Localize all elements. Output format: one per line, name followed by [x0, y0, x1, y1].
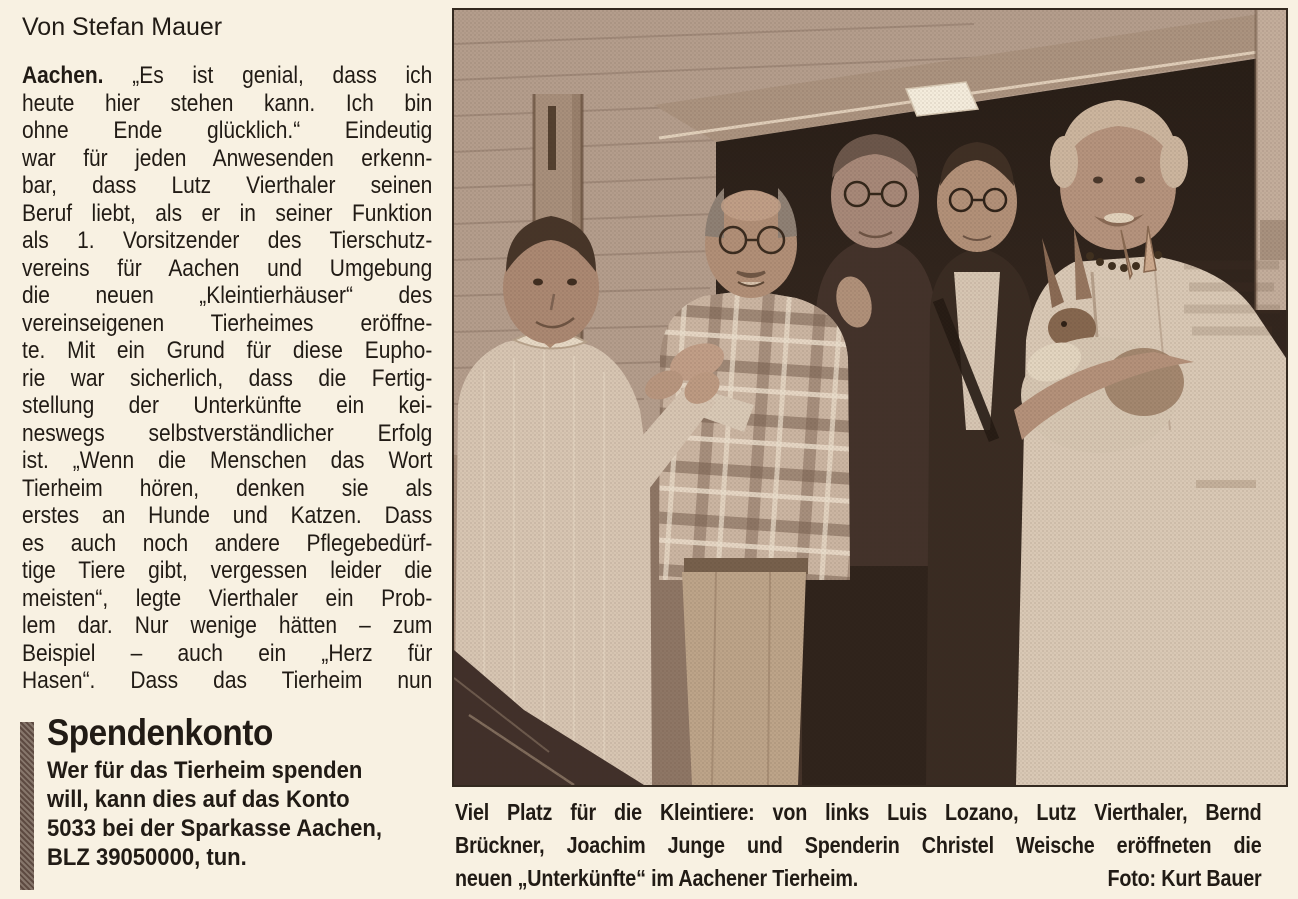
text-line: Aachen. „Es ist genial, dass ich	[22, 62, 433, 89]
text-line: vereins für Aachen und Umgebung	[22, 254, 433, 282]
text-line: lem dar. Nur wenige hätten – zum	[22, 612, 433, 639]
text-line: Wer für das Tierheim spenden	[47, 757, 363, 784]
text-line: meisten“, legte Vierthaler ein Prob-	[22, 584, 433, 612]
caption-last-line	[455, 862, 1262, 895]
text-line: es auch noch andere Pflegebedürf-	[22, 529, 433, 557]
text-line: Beispiel – auch ein „Herz für	[22, 639, 433, 667]
caption-line: Brückner, Joachim Junge und Spenderin Christel Weische eröffneten die	[455, 832, 1262, 858]
infobox-body	[47, 756, 425, 872]
text-line: war für jeden Anwesenden erkenn-	[22, 144, 433, 172]
byline: Von Stefan Mauer	[22, 13, 223, 41]
text-line: stellung der Unterkünfte ein kei-	[22, 392, 433, 419]
article-body	[22, 62, 432, 695]
text-line: 5033 bei der Sparkasse Aachen,	[47, 815, 383, 842]
text-line: heute hier stehen kann. Ich bin	[22, 89, 433, 117]
text-line: erstes an Hunde und Katzen. Dass	[22, 502, 433, 529]
text-line: die neuen „Kleintierhäuser“ des	[22, 282, 433, 309]
text-line: will, kann dies auf das Konto	[47, 786, 350, 813]
photo-illustration	[454, 10, 1286, 785]
infobox-content	[47, 710, 425, 872]
text-line: rie war sicherlich, dass die Fertig-	[22, 364, 433, 392]
text-line: ist. „Wenn die Menschen das Wort	[22, 447, 433, 474]
photo-credit: Foto: Kurt Bauer	[1107, 865, 1262, 891]
text-line: bar, dass Lutz Vierthaler seinen	[22, 172, 433, 199]
caption-line: Viel Platz für die Kleintiere: von links Luis Lozano, Lutz Vierthaler, Bernd	[455, 799, 1262, 825]
text-line: tige Tiere gibt, vergessen leider die	[22, 557, 433, 584]
text-line: als 1. Vorsitzender des Tierschutz-	[22, 227, 433, 254]
halftone-overlay	[454, 10, 1286, 785]
text-line: vereinseigenen Tierheimes eröffne-	[22, 309, 433, 337]
text-line: Hasen“. Dass das Tierheim nun	[22, 667, 433, 694]
donation-infobox	[20, 710, 440, 872]
text-line: te. Mit ein Grund für diese Eupho-	[22, 337, 433, 364]
infobox-accent-bar	[20, 722, 34, 890]
text-line: ohne Ende glücklich.“ Eindeutig	[22, 117, 433, 144]
caption-line: neuen „Unterkünfte“ im Aachener Tierheim.	[455, 865, 859, 891]
article-photo	[452, 8, 1288, 787]
text-line: BLZ 39050000, tun.	[47, 844, 247, 871]
text-line: neswegs selbstverständlicher Erfolg	[22, 419, 433, 447]
text-line: Tierheim hören, denken sie als	[22, 474, 433, 502]
photo-caption	[455, 796, 1262, 895]
text-line: Beruf liebt, als er in seiner Funktion	[22, 199, 433, 227]
infobox-title: Spendenkonto	[47, 712, 273, 753]
